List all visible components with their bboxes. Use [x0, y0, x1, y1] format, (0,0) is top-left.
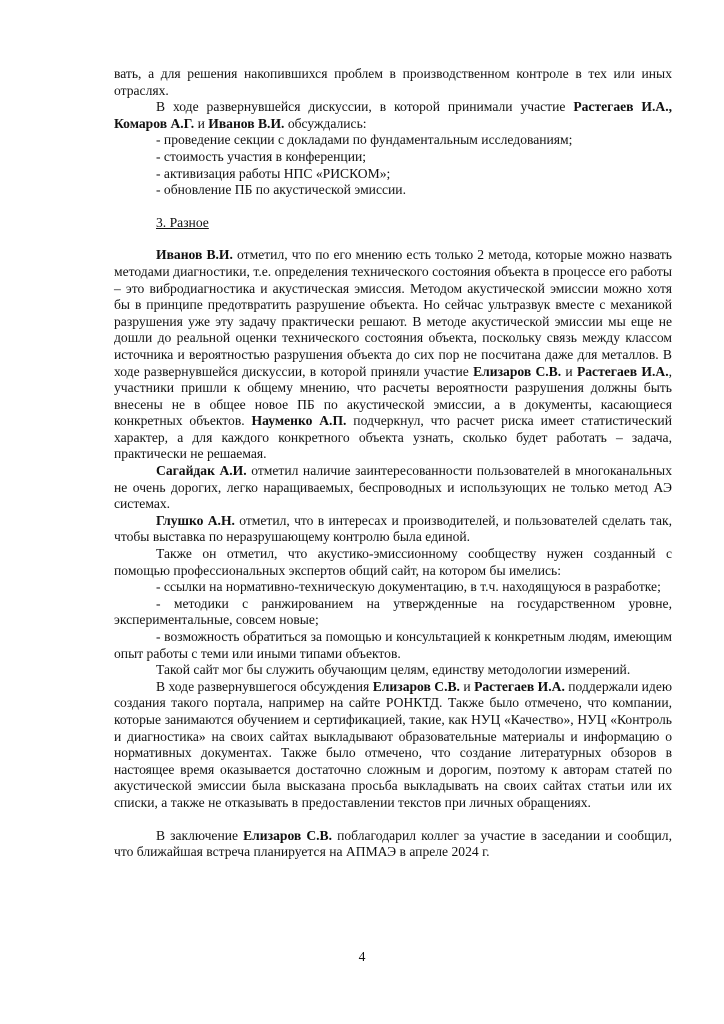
glushko-paragraph: Глушко А.Н. отметил, что в интересах и производителей, и пользователей сделать так, чтобы выставка по неразрушающему контролю была единой. [114, 512, 672, 545]
website-purpose-paragraph: Такой сайт мог бы служить обучающим целям, единству методологии измерений. [156, 662, 631, 678]
intro-continuation: вать, а для решения накопившихся проблем в производственном контроле в тех или иных отраслях. [114, 66, 672, 98]
document-page [114, 66, 672, 861]
list-item: - проведение секции с докладами по фундаментальным исследованиям; [156, 132, 573, 148]
website-paragraph: Также он отметил, что акустико-эмиссионному сообществу нужен созданный с помощью профессиональных экспертов общий сайт, на котором бы имелись: [114, 546, 672, 578]
sagaidak-paragraph: Сагайдак А.И. отметил наличие заинтересованности пользователей в многоканальных не очень дорогих, легко наращиваемых, беспроводных и использующих не только метод АЭ системах. [114, 463, 672, 512]
intro-discussion-paragraph: В ходе развернувшейся дискуссии, в которой принимали участие Растегаев И.А., Комаров А.Г. и Иванов В.И. обсуждались: [114, 99, 672, 131]
participant-name: Иванов В.И. [156, 247, 233, 263]
spacer [114, 231, 672, 247]
list-item: - ссылки на нормативно-техническую документацию, в т.ч. находящуюся в разработке; [156, 579, 661, 595]
page-number: 4 [358, 949, 366, 964]
participant-name: Елизаров С.В. [372, 678, 460, 694]
participant-name: Растегаев И.А. [576, 363, 669, 379]
participant-name: Сагайдак А.И. [156, 463, 247, 479]
list-item: - активизация работы НПС «РИСКОМ»; [156, 165, 391, 181]
conclusion-paragraph: В заключение Елизаров С.В. поблагодарил коллег за участие в заседании и сообщил, что ближайшая встреча планируется на АПМАЭ в апреле 2024 г. [114, 827, 672, 860]
participant-name: Растегаев И.А., Комаров А.Г. [114, 99, 672, 131]
list-item: - методики с ранжированием на утвержденные на государственном уровне, экспериментальные, совсем новые; [114, 595, 672, 628]
participant-name: Глушко А.Н. [156, 512, 235, 528]
spacer [114, 199, 672, 215]
section-heading: 3. Разное [156, 214, 209, 230]
participant-name: Иванов В.И. [208, 115, 285, 131]
ivanov-paragraph: Иванов В.И. отметил, что по его мнению есть только 2 метода, которые можно назвать методами диагностики, т.е. определения технического состояния объекта в процессе его работы – это вибродиагностика и акустическая эмиссия. Методом акустической эмиссии можно хотя бы в принципе предотвратить разрушение объекта. Но сейчас ультразвук вместе с механикой разрушения уже эту задачу практически решают. В методе акустической эмиссии мы еще не дошли до реальной оценки технического состояния объекта, поскольку связь между классом источника и вероятностью разрушения объекта до сих пор не посчитана даже для металлов. В ходе развернувшейся дискуссии, в которой приняли участие Елизаров С.В. и Растегаев И.А., участники пришли к общему мнению, что расчеты вероятности разрушения должны быть внесены не в общее новое ПБ по акустической эмиссии, а в документы, касающиеся конкретных объектов. Науменко А.П. подчеркнул, что расчет риска имеет статистический характер, а для каждого конкретного объекта узнать, сколько будет работать – задача, практически не решаемая. [114, 247, 672, 462]
portal-discussion-paragraph: В ходе развернувшегося обсуждения Елизаров С.В. и Растегаев И.А. поддержали идею создания такого портала, например на сайте РОНКТД. Также было отмечено, что компании, которые занимаются обучением и сертификацией, такие, как НУЦ «Качество», НУЦ «Контроль и диагностика» на своих сайтах выкладывают образовательные материалы и информацию о нормативных документах. Также было отмечено, что создание литературных обзоров в настоящее время оказывается достаточно сложным и дорогим, поэтому к авторам статей по акустической эмиссии была высказана просьба выкладывать на своих сайтах статьи или их списки, а также не отказывать в предоставлении текстов при личных обращениях. [114, 678, 673, 810]
participant-name: Елизаров С.В. [473, 363, 562, 379]
list-item: - обновление ПБ по акустической эмиссии. [156, 182, 406, 198]
participant-name: Науменко А.П. [251, 413, 347, 429]
participant-name: Елизаров С.В. [243, 827, 333, 843]
list-item: - возможность обратиться за помощью и консультацией к конкретным людям, имеющим опыт работы с теми или иными типами объектов. [114, 629, 672, 661]
spacer [114, 812, 672, 828]
list-item: - стоимость участия в конференции; [156, 148, 367, 164]
participant-name: Растегаев И.А. [474, 678, 565, 694]
